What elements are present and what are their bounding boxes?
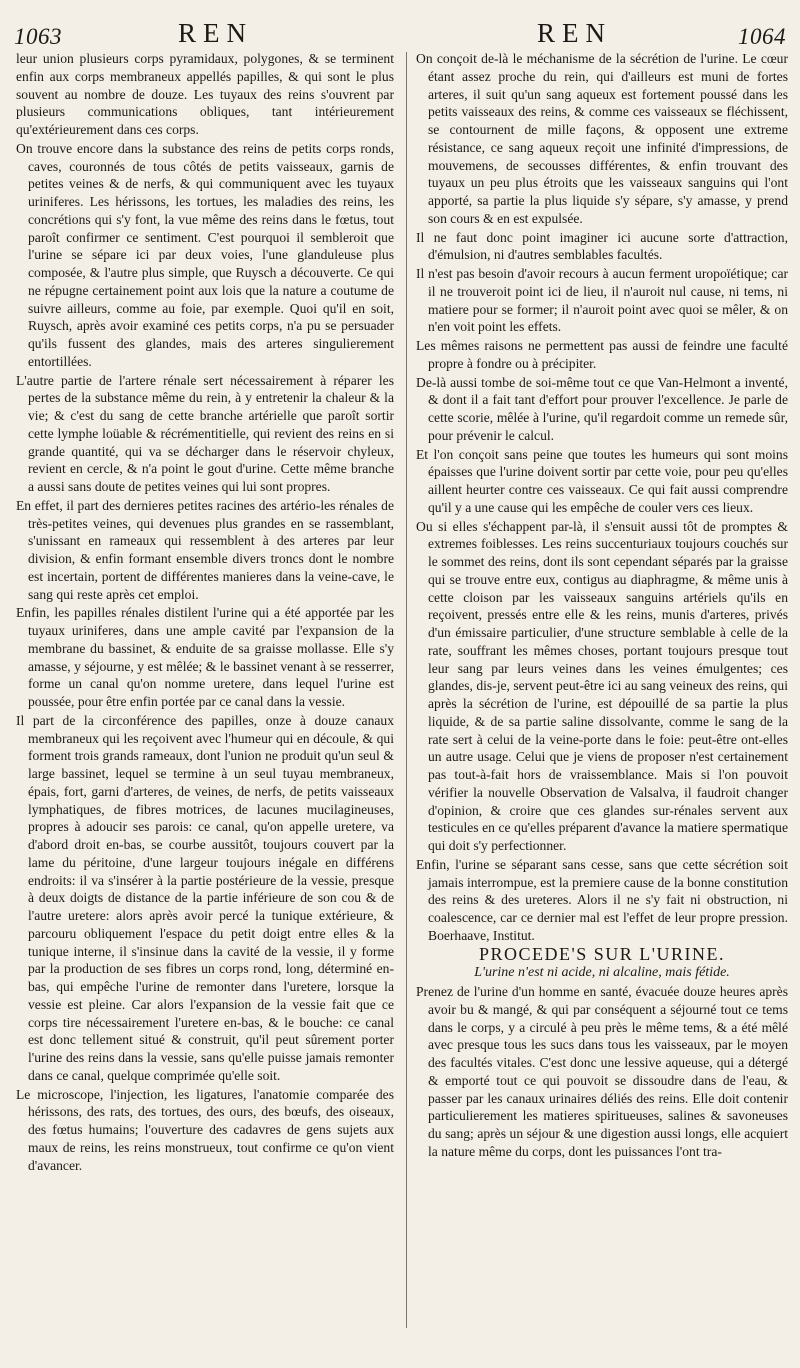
left-column — [16, 50, 394, 1175]
paragraph: Les mêmes raisons ne permettent pas aussi de feindre une faculté propre à fondre ou à précipiter. — [416, 338, 788, 371]
paragraph: Il part de la circonférence des papilles, onze à douze canaux membraneux qui les reçoivent avec l'humeur qui en découle, & qui forment trois grands rameaux, dont l'union ne produit qu'un seul & large bassinet, lequel se termine à un seul tuyau membraneux, épais, fort, garni d'arteres, de veines, de nerfs, de petits vaisseaux lymphatiques, de fibres motrices, de lacunes mucilagineuses, propres à adoucir ses parois: ce canal, qu'on appelle uretere, va d'abord droit en-bas, se courbe aussitôt, toujours couvert par la lame du péritoine, d'une largeur toujours inégale en différens endroits: il va s'insérer à la partie postérieure de la vessie, presque à deux doigts de distance de la partie inférieure de son cou & de l'autre uretere: alors après avoir percé la tunique extérieure, & parcouru obliquement l'espace du petit doigt entre elles & la tunique interne, il s'insinue dans la cavité de la vessie, il y forme par la production de ses fibres un corps rond, long, déterminé en-bas, qui empêche l'urine de remonter dans l'uretere, lorsque la vessie est pleine. Car alors l'expansion de la vessie fait que ce corps tire nécessairement l'uretere en-bas, & le bouche: ce canal est donc tellement situé & construit, qu'il peut sûrement porter l'urine des reins dans la vessie, sans qu'elle puisse jamais remonter dans ce canal, quelque comprimée qu'elle soit. — [16, 712, 394, 1083]
paragraph: Prenez de l'urine d'un homme en santé, évacuée douze heures après avoir bu & mangé, & qui par conséquent a séjourné tout ce tems dans le corps, y a circulé à peu près le même tems, & a été mêlé avec presque tous les sucs dans tous les vaisseaux, par le moyen des facultés vitales. C'est donc une lessive aqueuse, qui a détergé & emporté tout ce qui pouvoit se dissoudre dans de l'eau, & passer par les canaux urinaires déliés des reins. Elle doit contenir particulierement les matieres spiritueuses, salines & savoneuses du sang; après un séjour & une digestion aussi longs, elle acquiert la nature même du corps, dont les puissances l'ont tra- — [416, 984, 788, 1159]
paragraph: L'autre partie de l'artere rénale sert nécessairement à réparer les pertes de la substance même du rein, à y entretenir la chaleur & la vie; & c'est du sang de cette branche artérielle que paroît sortir cette lymphe loüable & récrémentitielle, qui revient des reins en si grande quantité, qui va se décharger dans le réservoir chyleux, revient en cercle, & n'a point le gout d'urine. Cette même branche a aussi sans doute de petites veines qui lui sont propres. — [16, 372, 394, 494]
paragraph: Enfin, les papilles rénales distilent l'urine qui a été apportée par les tuyaux uriniferes, dans une ample cavité par l'expansion de la membrane du bassinet, & enduite de sa graisse mollasse. Elle s'y amasse, y séjourne, y est mêlée; & le bassinet venant à se resserrer, forme un canal qu'on nomme uretere, dans lequel l'urine est poussée, pour être enfin portée par ce canal dans la vessie. — [16, 605, 394, 709]
paragraph: Le microscope, l'injection, les ligatures, l'anatomie comparée des hérissons, des rats, des tortues, des ours, des bœufs, des oiseaux, des fœtus humains; l'ouverture des cadavres de gens sujets aux maux de reins, les reins monstrueux, tout confirme ce qu'on vient d'avancer. — [16, 1086, 394, 1173]
paragraph: En effet, il part des dernieres petites racines des artério-les rénales de très-petites veines, qui devenues plus grandes en se rassemblant, s'unissant en rameaux qui ressemblent à des arteres par leur division, & enfin formant ensemble divers troncs dont le nombre est incertain, portent de différentes manieres dans la veine-cave, le sang qui reste après cet emploi. — [16, 497, 394, 602]
paragraph: leur union plusieurs corps pyramidaux, polygones, & se terminent enfin aux corps membraneux appellés papilles, & qui sont le plus souvent au nombre de douze. Les tuyaux des reins s'ouvrent par plusieurs communications obliques, tant intérieurement qu'extérieurement dans ces corps. — [16, 51, 394, 137]
right-column — [416, 50, 788, 1162]
paragraph: Et l'on conçoit sans peine que toutes les humeurs qui sont moins épaisses que l'urine doivent sortir par cette voie, pour peu qu'elles aillent heurter contre ces vaisseaux. Ce qui fait aussi comprendre qu'il y a une cause qui les empêche de couler vers ces lieux. — [416, 446, 788, 515]
section-title: PROCEDE'S SUR L'URINE. — [478, 943, 725, 964]
paragraph: Il n'est pas besoin d'avoir recours à aucun ferment uropoïétique; car il ne trouveroit point ici de lieu, il n'auroit nul cause, ni tems, ni matiere pour se former; il n'auroit point avec quoi se mêler, & on n'en voit point les effets. — [416, 266, 788, 335]
paragraph: On conçoit de-là le méchanisme de la sécrétion de l'urine. Le cœur étant assez proche du rein, qui d'ailleurs est muni de fortes arteres, il suit qu'un sang aqueux est fortement poussé dans les petits vaisseaux des reins, & comme ces vaisseaux se fléchissent, se contournent de mille façons, & opposent une extreme résistance, ce sang aqueux reçoit une infinité d'impressions, de mouvemens, de secousses différentes, & enfin trouvant des tuyaux un peu plus étroits que les vaisseaux sanguins qui l'ont apporté, sa partie la plus liquide s'y sépare, s'y amasse, y prend son cours & en est expulsée. — [416, 51, 788, 226]
paragraph: Ou si elles s'échappent par-là, il s'ensuit aussi tôt de promptes & extremes foiblesses. Les reins succenturiaux toujours couchés sur le sommet des reins, dont ils sont cependant séparés par la graisse qui se trouve entre eux, contigus au diaphragme, & même unis à cette cloison par les vaisseaux sanguins artériels qu'ils en reçoivent, pressés entre elle & les reins, munis d'arteres, privés d'un émissaire particulier, d'une structure semblable à celle de la rate, souffrant les mêmes choses, portant toujours presque tout leur sang par leurs veines dans les veines émulgentes; ces glandes, dis-je, servent peut-être ici au sang veineux des reins, qui après la sécrétion de l'urine, est dépouillé de sa partie la plus liquide, & de sa partie saline dissolvante, comme le sang de la rate sert à celui de la veine-porte dans le foie: peut-être ont-elles un autre usage. Celui que je viens de proposer n'est certainement pas tout-à-fait hors de vraissemblance. Mais si l'on pouvoit vérifier la nouvelle Observation de Valsalva, il faudroit changer d'opinion, & croire que ces glandes sur-rénales servent aux testicules en ce qu'elles préparent d'avance la matiere spermatique qui doit s'y perfectionner. — [416, 518, 788, 853]
page-number-right: 1064 — [738, 24, 786, 49]
paragraph: Enfin, l'urine se séparant sans cesse, sans que cette sécrétion soit jamais interrompue, est la premiere cause de la bonne constitution des reins & des ureteres. Alors il ne s'y fait ni obstruction, ni coalescence, car ce dernier mal est l'effet de leur propre pression. Boerhaave, Institut. — [416, 856, 788, 943]
paragraph: On trouve encore dans la substance des reins de petits corps ronds, caves, couronnés de tous côtés de petits vaisseaux, garnis de petites veines & de nerfs, & qui communiquent avec les tuyaux uriniferes. Les hérissons, les tortues, les maladies des reins, les concrétions qui s'y font, la vue même des reins dans le fœtus, tout paroît confirmer ce sentiment. C'est pourquoi il sembleroit que l'urine se sépare ici par deux voies, l'une glanduleuse plus composée, & l'autre plus simple, que Ruysch a découverte. Ce qui ne répugne certainement point aux lois que la nature a coutume de suivre ailleurs, comme au foie, par exemple. Quoi qu'il en soit, Ruysch, après avoir examiné ces petits corps, n'a pu se persuader qu'ils fussent des glandes, mais des arteres singulierement entortillées. — [16, 140, 394, 369]
running-head-right: REN — [537, 18, 612, 48]
running-head-left: REN — [178, 18, 253, 48]
paragraph: Il ne faut donc point imaginer ici aucune sorte d'attraction, d'émulsion, ni d'autres semblables facultés. — [416, 229, 788, 263]
section-subtitle: L'urine n'est ni acide, ni alcaline, mais fétide. — [474, 965, 730, 981]
page-number-left: 1063 — [14, 24, 62, 49]
paragraph: De-là aussi tombe de soi-même tout ce que Van-Helmont a inventé, & dont il a fait tant d'effort pour prouver l'excellence. Je parle de cette scorie, mêlée à l'urine, qu'il regardoit comme un remede sûr, pour prévenir le calcul. — [416, 374, 788, 443]
page-header — [0, 14, 800, 48]
column-divider — [406, 52, 407, 1328]
